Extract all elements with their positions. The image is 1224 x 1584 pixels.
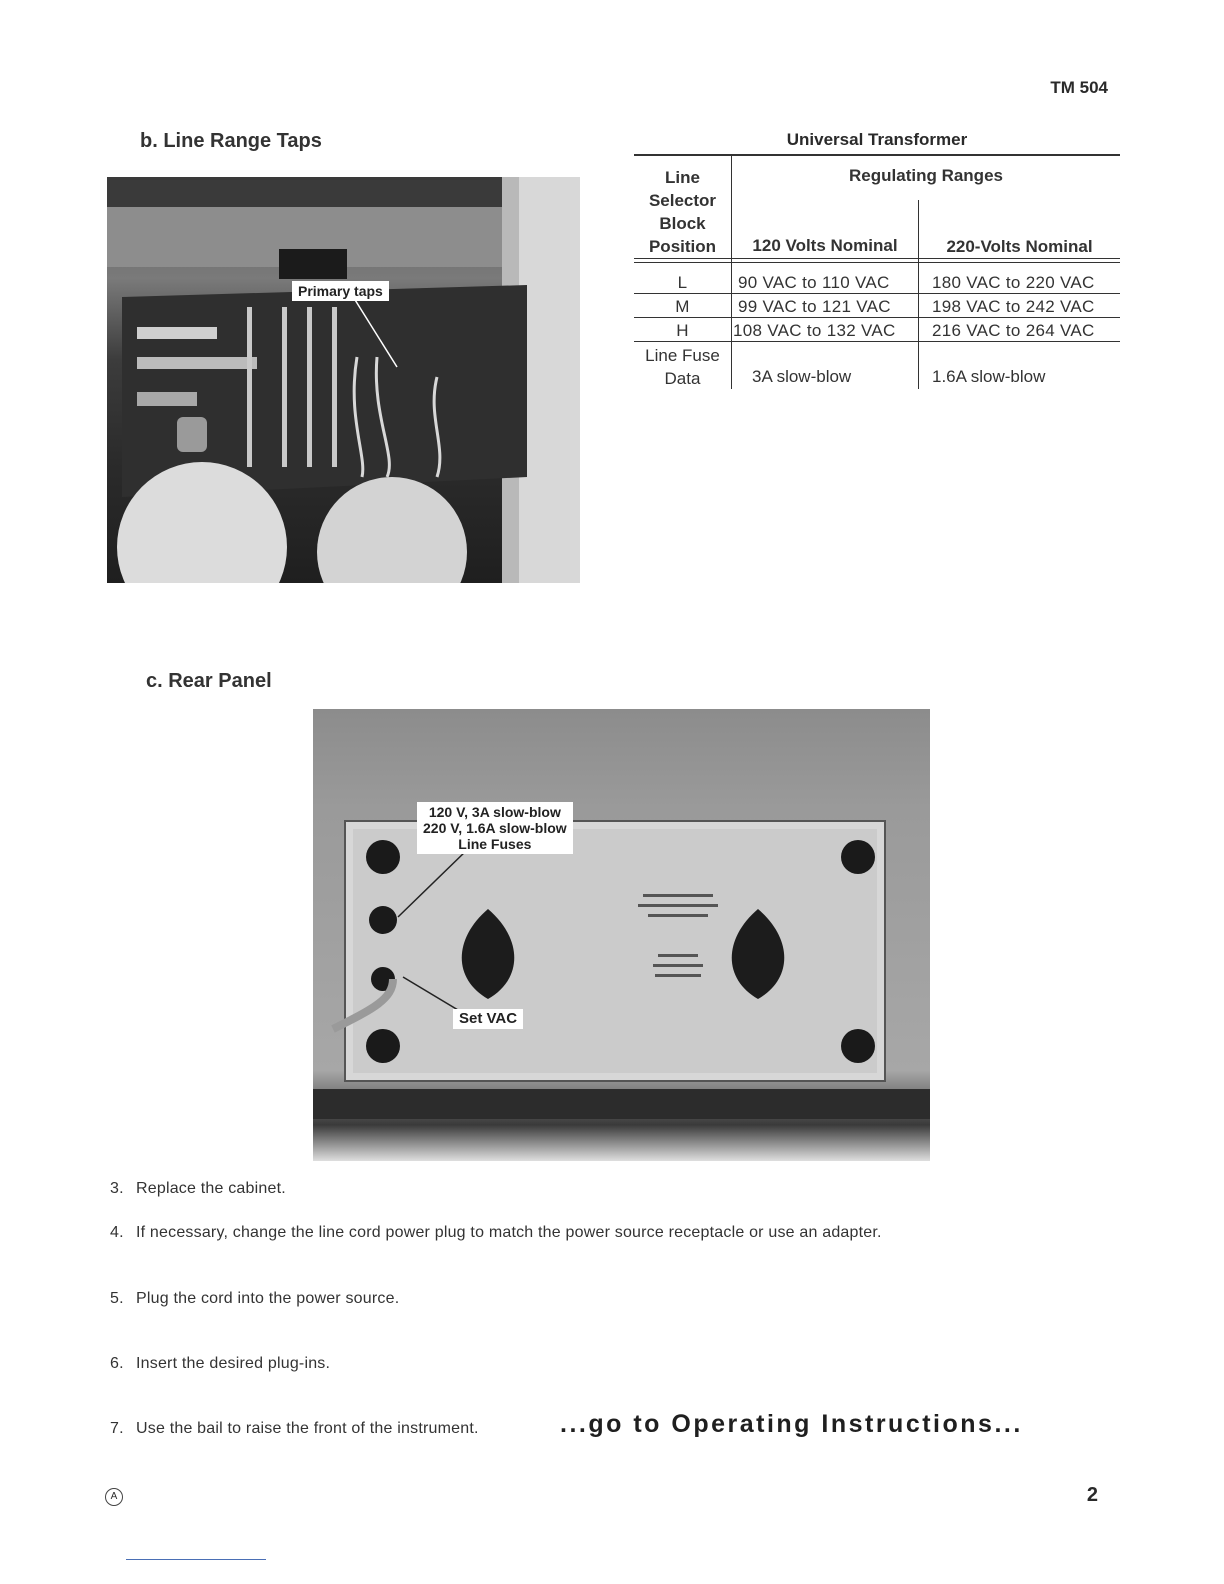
step-3: 3. Replace the cabinet. bbox=[110, 1180, 286, 1197]
volts-120-header: 120 Volts Nominal bbox=[752, 236, 898, 255]
set-vac-callout: Set VAC bbox=[453, 1009, 523, 1029]
step-4: 4. If necessary, change the line cord power plug to match the power source receptacle or use an adapter. bbox=[110, 1224, 882, 1241]
table-cell-120: 90 VAC to 110 VAC bbox=[738, 273, 890, 292]
step-6: 6. Insert the desired plug-ins. bbox=[110, 1355, 331, 1372]
table-cell-220: 216 VAC to 264 VAC bbox=[932, 321, 1095, 340]
goto-operating-instructions: ...go to Operating Instructions... bbox=[560, 1410, 1023, 1438]
rear-panel-illustration bbox=[313, 709, 930, 1161]
table-cell-120: 108 VAC to 132 VAC bbox=[733, 321, 896, 340]
primary-taps-callout: Primary taps bbox=[292, 281, 389, 301]
rear-panel-photo bbox=[313, 709, 930, 1161]
document-id: TM 504 bbox=[1050, 78, 1108, 97]
table-row-position: L bbox=[677, 273, 688, 292]
table-title: Universal Transformer bbox=[786, 130, 968, 149]
circuit-board-illustration bbox=[107, 177, 580, 583]
step-7: 7. Use the bail to raise the front of the instrument. bbox=[110, 1420, 479, 1437]
line-fuses-callout: 120 V, 3A slow-blow 220 V, 1.6A slow-blow Line Fuses bbox=[417, 802, 573, 854]
table-cell-220: 198 VAC to 242 VAC bbox=[932, 297, 1095, 316]
section-heading-rear-panel: c. Rear Panel bbox=[146, 670, 272, 692]
volts-220-header: 220-Volts Nominal bbox=[946, 237, 1093, 256]
section-heading-line-range-taps: b. Line Range Taps bbox=[140, 130, 322, 152]
table-cell-220: 180 VAC to 220 VAC bbox=[932, 273, 1095, 292]
line-selector-header: Line Selector Block Position bbox=[648, 168, 717, 256]
publisher-mark: A bbox=[105, 1488, 123, 1506]
table-row-position: M bbox=[675, 297, 690, 316]
line-range-taps-photo bbox=[107, 177, 580, 583]
step-5: 5. Plug the cord into the power source. bbox=[110, 1290, 400, 1307]
fuse-220-value: 1.6A slow-blow bbox=[932, 367, 1046, 386]
table-row-position: H bbox=[676, 321, 689, 340]
footer-divider bbox=[126, 1559, 266, 1560]
line-fuse-label: Line Fuse Data bbox=[645, 346, 720, 388]
table-cell-120: 99 VAC to 121 VAC bbox=[738, 297, 891, 316]
page-number: 2 bbox=[1086, 1484, 1098, 1506]
regulating-ranges-header: Regulating Ranges bbox=[849, 166, 1003, 185]
fuse-120-value: 3A slow-blow bbox=[752, 367, 852, 386]
